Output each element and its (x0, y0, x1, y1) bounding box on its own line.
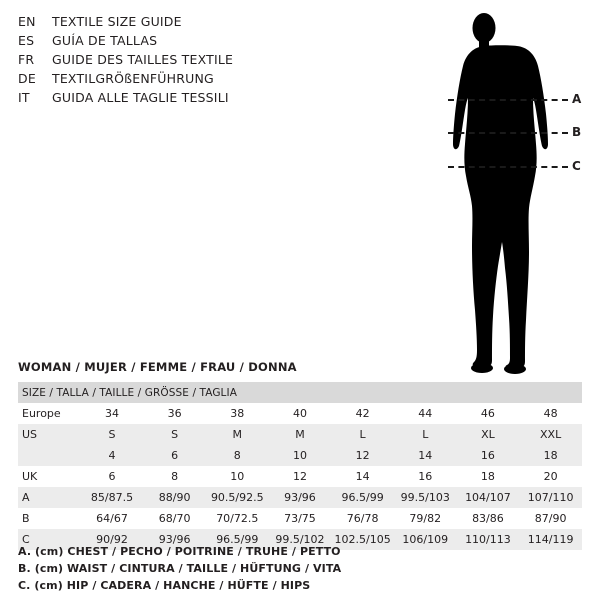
table-cell: XXL (519, 424, 582, 445)
table-cell: 104/107 (457, 487, 520, 508)
table-cell: 36 (143, 403, 206, 424)
table-cell: 38 (206, 403, 269, 424)
table-cell: 18 (457, 466, 520, 487)
table-cell: S (81, 424, 144, 445)
row-label (18, 445, 81, 466)
row-label: A (18, 487, 81, 508)
table-cell: 8 (143, 466, 206, 487)
table-row (18, 508, 582, 529)
table-header-label: SIZE / TALLA / TAILLE / GRÖSSE / TAGLIA (18, 382, 582, 403)
language-list (18, 14, 418, 109)
table-cell: M (269, 424, 332, 445)
row-label: US (18, 424, 81, 445)
table-cell: 90/92 (81, 529, 144, 550)
table-cell: 8 (206, 445, 269, 466)
measure-label-a: A (572, 92, 582, 106)
row-label: C (18, 529, 81, 550)
table-category-title: WOMAN / MUJER / FEMME / FRAU / DONNA (18, 360, 297, 374)
table-cell: 6 (143, 445, 206, 466)
language-code: DE (18, 71, 36, 86)
language-title: GUÍA DE TALLAS (52, 33, 158, 48)
measure-label-c: C (572, 159, 581, 173)
language-code: IT (18, 90, 30, 105)
table-cell: L (394, 424, 457, 445)
table-cell: 106/109 (394, 529, 457, 550)
table-row (18, 424, 582, 445)
table-cell: 46 (457, 403, 520, 424)
language-row-en (18, 14, 418, 33)
table-cell: 40 (269, 403, 332, 424)
table-cell: 18 (519, 445, 582, 466)
language-title: TEXTILE SIZE GUIDE (52, 14, 182, 29)
language-row-es (18, 33, 418, 52)
table-cell: 85/87.5 (81, 487, 144, 508)
table-cell: 102.5/105 (331, 529, 394, 550)
language-title: TEXTILGRÖßENFÜHRUNG (52, 71, 214, 86)
table-cell: 16 (394, 466, 457, 487)
table-cell: 70/72.5 (206, 508, 269, 529)
table-cell: 12 (331, 445, 394, 466)
language-title: GUIDE DES TAILLES TEXTILE (52, 52, 234, 67)
table-cell: 79/82 (394, 508, 457, 529)
table-cell: 107/110 (519, 487, 582, 508)
table-row (18, 466, 582, 487)
table-cell: 110/113 (457, 529, 520, 550)
table-cell: 93/96 (269, 487, 332, 508)
table-cell: S (143, 424, 206, 445)
table-cell: 76/78 (331, 508, 394, 529)
table-cell: 93/96 (143, 529, 206, 550)
measure-line-a (448, 99, 568, 101)
table-cell: 83/86 (457, 508, 520, 529)
language-row-fr (18, 52, 418, 71)
table-cell: 90.5/92.5 (206, 487, 269, 508)
row-label: UK (18, 466, 81, 487)
language-code: EN (18, 14, 36, 29)
table-cell: 99.5/102 (269, 529, 332, 550)
language-row-de (18, 71, 418, 90)
language-code: ES (18, 33, 35, 48)
footnote-chest: A. (cm) CHEST / PECHO / POITRINE / TRUHE / PETTO (18, 545, 341, 558)
table-cell: 48 (519, 403, 582, 424)
table-header-row (18, 382, 582, 403)
table-cell: XL (457, 424, 520, 445)
table-cell: 73/75 (269, 508, 332, 529)
table-cell: 10 (206, 466, 269, 487)
table-cell: 14 (331, 466, 394, 487)
table-cell: 20 (519, 466, 582, 487)
footnote-list (18, 543, 578, 594)
size-table (18, 382, 582, 550)
table-row (18, 445, 582, 466)
row-label: B (18, 508, 81, 529)
table-cell: 87/90 (519, 508, 582, 529)
silhouette-icon (430, 10, 590, 375)
language-title: GUIDA ALLE TAGLIE TESSILI (52, 90, 229, 105)
table-row (18, 487, 582, 508)
measure-line-c (448, 166, 568, 168)
footnote-waist: B. (cm) WAIST / CINTURA / TAILLE / HÜFTUNG / VITA (18, 562, 342, 575)
female-silhouette-figure (430, 10, 590, 375)
footnote-hip: C. (cm) HIP / CADERA / HANCHE / HÜFTE / HIPS (18, 579, 311, 592)
table-cell: 16 (457, 445, 520, 466)
table-row (18, 403, 582, 424)
measure-line-b (448, 132, 568, 134)
table-cell: 96.5/99 (206, 529, 269, 550)
table-cell: 88/90 (143, 487, 206, 508)
table-cell: 64/67 (81, 508, 144, 529)
table-cell: 44 (394, 403, 457, 424)
measure-label-b: B (572, 125, 582, 139)
table-cell: 10 (269, 445, 332, 466)
table-cell: 96.5/99 (331, 487, 394, 508)
table-cell: 114/119 (519, 529, 582, 550)
table-cell: 4 (81, 445, 144, 466)
table-cell: 6 (81, 466, 144, 487)
table-cell: 14 (394, 445, 457, 466)
table-cell: 12 (269, 466, 332, 487)
row-label: Europe (18, 403, 81, 424)
table-cell: 99.5/103 (394, 487, 457, 508)
table-cell: 34 (81, 403, 144, 424)
language-code: FR (18, 52, 35, 67)
table-cell: L (331, 424, 394, 445)
table-cell: M (206, 424, 269, 445)
language-row-it (18, 90, 418, 109)
table-cell: 42 (331, 403, 394, 424)
table-cell: 68/70 (143, 508, 206, 529)
